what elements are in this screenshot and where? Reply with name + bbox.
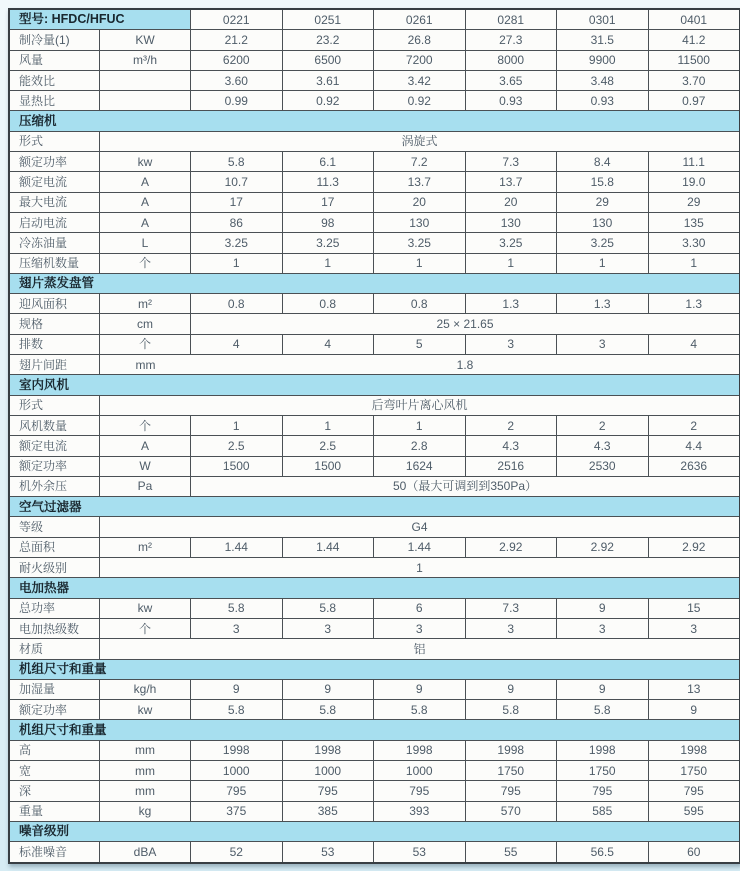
value-cell: 1750 — [557, 761, 649, 780]
value-cell: 3 — [191, 619, 283, 638]
value-cell: 1.3 — [466, 294, 558, 313]
value-cell: 2.92 — [649, 538, 740, 557]
row-label-cell: 深 — [10, 781, 100, 800]
row-label-cell: 形式 — [10, 396, 100, 415]
span-value-cell: 涡旋式 — [100, 132, 739, 151]
unit-cell: Pa — [100, 477, 191, 496]
unit-cell: 个 — [100, 254, 191, 273]
value-cell: 6500 — [283, 51, 375, 70]
value-cell: 1 — [466, 254, 558, 273]
value-cell: 8.4 — [557, 152, 649, 171]
value-cell: 0.93 — [557, 91, 649, 110]
span-value-cell: 铝 — [100, 639, 739, 658]
table-row — [10, 233, 739, 253]
row-label-cell: 材质 — [10, 639, 100, 658]
unit-cell: 个 — [100, 619, 191, 638]
row-label-cell: 排数 — [10, 335, 100, 354]
section-header-row — [10, 720, 739, 740]
value-cell: 53 — [374, 842, 466, 862]
unit-cell: mm — [100, 741, 191, 760]
row-label-cell: 风机数量 — [10, 416, 100, 435]
unit-cell: dBA — [100, 842, 191, 862]
value-cell: 385 — [283, 802, 375, 821]
value-cell: 1000 — [374, 761, 466, 780]
value-cell: 20 — [466, 193, 558, 212]
value-cell: 9 — [557, 599, 649, 618]
table-row — [10, 700, 739, 720]
unit-cell: mm — [100, 781, 191, 800]
value-cell: 1.44 — [283, 538, 375, 557]
row-label-cell: 机外余压 — [10, 477, 100, 496]
value-cell: 1 — [649, 254, 740, 273]
value-cell: 98 — [283, 213, 375, 232]
value-cell: 4.4 — [649, 436, 740, 455]
value-cell: 3.65 — [466, 71, 558, 90]
row-label-cell: 压缩机数量 — [10, 254, 100, 273]
value-cell: 26.8 — [374, 30, 466, 49]
row-label-cell: 高 — [10, 741, 100, 760]
value-cell: 4.3 — [466, 436, 558, 455]
value-cell: 375 — [191, 802, 283, 821]
value-cell: 135 — [649, 213, 740, 232]
model-row-title: 型号: HFDC/HFUC — [10, 10, 191, 29]
value-cell: 585 — [557, 802, 649, 821]
value-cell: 15.8 — [557, 172, 649, 191]
value-cell: 1500 — [191, 457, 283, 476]
unit-cell: KW — [100, 30, 191, 49]
value-cell: 130 — [466, 213, 558, 232]
table-row — [10, 477, 739, 497]
unit-cell: L — [100, 233, 191, 252]
value-cell: 29 — [649, 193, 740, 212]
value-cell: 19.0 — [649, 172, 740, 191]
value-cell: 1 — [557, 254, 649, 273]
section-header-row — [10, 660, 739, 680]
table-row — [10, 842, 739, 862]
value-cell: 1998 — [283, 741, 375, 760]
table-row — [10, 314, 739, 334]
spec-table — [8, 8, 740, 864]
value-cell: 5 — [374, 335, 466, 354]
section-header-label: 噪音级别 — [10, 822, 739, 841]
unit-cell: kw — [100, 700, 191, 719]
value-cell: 7.3 — [466, 599, 558, 618]
unit-cell: 个 — [100, 416, 191, 435]
value-cell: 41.2 — [649, 30, 740, 49]
table-row — [10, 294, 739, 314]
model-number-cell: 0281 — [466, 10, 558, 29]
value-cell: 795 — [466, 781, 558, 800]
value-cell: 1000 — [283, 761, 375, 780]
table-row — [10, 172, 739, 192]
value-cell: 795 — [283, 781, 375, 800]
unit-cell: A — [100, 213, 191, 232]
row-label-cell: 耐火级别 — [10, 558, 100, 577]
value-cell: 20 — [374, 193, 466, 212]
value-cell: 3.60 — [191, 71, 283, 90]
value-cell: 9 — [466, 680, 558, 699]
value-cell: 1.44 — [191, 538, 283, 557]
value-cell: 0.92 — [374, 91, 466, 110]
unit-cell: m² — [100, 538, 191, 557]
row-label-cell: 额定电流 — [10, 172, 100, 191]
value-cell: 1 — [374, 416, 466, 435]
table-row — [10, 639, 739, 659]
value-cell: 52 — [191, 842, 283, 862]
row-label-cell: 最大电流 — [10, 193, 100, 212]
value-cell: 3 — [557, 335, 649, 354]
value-cell: 3.25 — [466, 233, 558, 252]
row-label-cell: 显热比 — [10, 91, 100, 110]
section-header-row — [10, 578, 739, 598]
value-cell: 3.30 — [649, 233, 740, 252]
value-cell: 0.93 — [466, 91, 558, 110]
section-header-row — [10, 822, 739, 842]
table-row — [10, 416, 739, 436]
value-cell: 795 — [649, 781, 740, 800]
unit-cell: kg/h — [100, 680, 191, 699]
row-label-cell: 迎风面积 — [10, 294, 100, 313]
value-cell: 1.3 — [649, 294, 740, 313]
value-cell: 1 — [191, 254, 283, 273]
value-cell: 60 — [649, 842, 740, 862]
section-header-row — [10, 274, 739, 294]
model-header-row — [10, 10, 739, 30]
row-label-cell: 电加热级数 — [10, 619, 100, 638]
value-cell: 2.5 — [283, 436, 375, 455]
value-cell: 130 — [374, 213, 466, 232]
value-cell: 21.2 — [191, 30, 283, 49]
unit-cell: mm — [100, 355, 191, 374]
value-cell: 3 — [466, 619, 558, 638]
value-cell: 3.25 — [283, 233, 375, 252]
unit-cell: cm — [100, 314, 191, 333]
table-row — [10, 335, 739, 355]
unit-cell — [100, 91, 191, 110]
section-header-row — [10, 111, 739, 131]
value-cell: 9 — [283, 680, 375, 699]
value-cell: 1998 — [557, 741, 649, 760]
row-label-cell: 额定功率 — [10, 457, 100, 476]
value-cell: 13 — [649, 680, 740, 699]
value-cell: 795 — [191, 781, 283, 800]
value-cell: 1624 — [374, 457, 466, 476]
value-cell: 4 — [649, 335, 740, 354]
table-row — [10, 517, 739, 537]
row-label-cell: 冷冻油量 — [10, 233, 100, 252]
model-number-cell: 0251 — [283, 10, 375, 29]
span-value-cell: 后弯叶片离心风机 — [100, 396, 739, 415]
value-cell: 1 — [374, 254, 466, 273]
model-number-cell: 0261 — [374, 10, 466, 29]
value-cell: 10.7 — [191, 172, 283, 191]
value-cell: 3.25 — [557, 233, 649, 252]
value-cell: 3 — [374, 619, 466, 638]
value-cell: 2516 — [466, 457, 558, 476]
unit-cell: A — [100, 193, 191, 212]
value-cell: 1750 — [466, 761, 558, 780]
value-cell: 1 — [283, 254, 375, 273]
table-row — [10, 802, 739, 822]
value-cell: 13.7 — [374, 172, 466, 191]
value-cell: 7200 — [374, 51, 466, 70]
span-value-cell: 1.8 — [191, 355, 739, 374]
value-cell: 56.5 — [557, 842, 649, 862]
value-cell: 1.3 — [557, 294, 649, 313]
value-cell: 2.92 — [466, 538, 558, 557]
value-cell: 4.3 — [557, 436, 649, 455]
row-label-cell: 加湿量 — [10, 680, 100, 699]
unit-cell: kg — [100, 802, 191, 821]
model-number-cell: 0221 — [191, 10, 283, 29]
value-cell: 6 — [374, 599, 466, 618]
row-label-cell: 额定功率 — [10, 152, 100, 171]
value-cell: 13.7 — [466, 172, 558, 191]
value-cell: 5.8 — [191, 152, 283, 171]
value-cell: 2 — [466, 416, 558, 435]
unit-cell: A — [100, 172, 191, 191]
value-cell: 9900 — [557, 51, 649, 70]
value-cell: 5.8 — [191, 700, 283, 719]
span-value-cell: G4 — [100, 517, 739, 536]
value-cell: 9 — [557, 680, 649, 699]
value-cell: 3.42 — [374, 71, 466, 90]
table-row — [10, 619, 739, 639]
value-cell: 795 — [557, 781, 649, 800]
value-cell: 3.25 — [374, 233, 466, 252]
value-cell: 17 — [283, 193, 375, 212]
row-label-cell: 总功率 — [10, 599, 100, 618]
value-cell: 11.1 — [649, 152, 740, 171]
table-row — [10, 51, 739, 71]
value-cell: 0.97 — [649, 91, 740, 110]
value-cell: 393 — [374, 802, 466, 821]
value-cell: 5.8 — [557, 700, 649, 719]
span-value-cell: 25 × 21.65 — [191, 314, 739, 333]
unit-cell: 个 — [100, 335, 191, 354]
value-cell: 3.48 — [557, 71, 649, 90]
value-cell: 27.3 — [466, 30, 558, 49]
value-cell: 2636 — [649, 457, 740, 476]
table-row — [10, 355, 739, 375]
table-row — [10, 680, 739, 700]
table-row — [10, 538, 739, 558]
table-row — [10, 193, 739, 213]
value-cell: 1500 — [283, 457, 375, 476]
value-cell: 2530 — [557, 457, 649, 476]
row-label-cell: 能效比 — [10, 71, 100, 90]
value-cell: 5.8 — [283, 599, 375, 618]
value-cell: 3.25 — [191, 233, 283, 252]
value-cell: 0.8 — [374, 294, 466, 313]
row-label-cell: 标准噪音 — [10, 842, 100, 862]
value-cell: 86 — [191, 213, 283, 232]
value-cell: 2 — [649, 416, 740, 435]
section-header-row — [10, 497, 739, 517]
value-cell: 3 — [557, 619, 649, 638]
value-cell: 5.8 — [283, 700, 375, 719]
unit-cell: mm — [100, 761, 191, 780]
row-label-cell: 等级 — [10, 517, 100, 536]
row-label-cell: 额定功率 — [10, 700, 100, 719]
table-row — [10, 254, 739, 274]
value-cell: 9 — [649, 700, 740, 719]
section-header-label: 室内风机 — [10, 375, 739, 394]
row-label-cell: 形式 — [10, 132, 100, 151]
table-row — [10, 30, 739, 50]
value-cell: 9 — [374, 680, 466, 699]
value-cell: 3 — [649, 619, 740, 638]
value-cell: 1998 — [466, 741, 558, 760]
row-label-cell: 制冷量(1) — [10, 30, 100, 49]
row-label-cell: 启动电流 — [10, 213, 100, 232]
model-number-cell: 0401 — [649, 10, 740, 29]
section-header-label: 空气过滤器 — [10, 497, 739, 516]
value-cell: 0.99 — [191, 91, 283, 110]
value-cell: 55 — [466, 842, 558, 862]
unit-cell: m³/h — [100, 51, 191, 70]
value-cell: 7.2 — [374, 152, 466, 171]
row-label-cell: 风量 — [10, 51, 100, 70]
unit-cell: W — [100, 457, 191, 476]
value-cell: 0.92 — [283, 91, 375, 110]
section-header-label: 机组尺寸和重量 — [10, 720, 739, 739]
value-cell: 1000 — [191, 761, 283, 780]
row-label-cell: 总面积 — [10, 538, 100, 557]
value-cell: 6.1 — [283, 152, 375, 171]
value-cell: 1750 — [649, 761, 740, 780]
table-row — [10, 71, 739, 91]
table-row — [10, 741, 739, 761]
value-cell: 3 — [283, 619, 375, 638]
value-cell: 9 — [191, 680, 283, 699]
value-cell: 15 — [649, 599, 740, 618]
table-row — [10, 761, 739, 781]
value-cell: 11500 — [649, 51, 740, 70]
table-row — [10, 152, 739, 172]
value-cell: 7.3 — [466, 152, 558, 171]
table-row — [10, 213, 739, 233]
value-cell: 8000 — [466, 51, 558, 70]
table-row — [10, 781, 739, 801]
value-cell: 5.8 — [374, 700, 466, 719]
unit-cell: A — [100, 436, 191, 455]
value-cell: 4 — [191, 335, 283, 354]
value-cell: 2.92 — [557, 538, 649, 557]
table-row — [10, 599, 739, 619]
unit-cell: kw — [100, 599, 191, 618]
row-label-cell: 翅片间距 — [10, 355, 100, 374]
value-cell: 1998 — [191, 741, 283, 760]
value-cell: 2.8 — [374, 436, 466, 455]
model-number-cell: 0301 — [557, 10, 649, 29]
value-cell: 0.8 — [191, 294, 283, 313]
value-cell: 4 — [283, 335, 375, 354]
value-cell: 1998 — [374, 741, 466, 760]
value-cell: 17 — [191, 193, 283, 212]
row-label-cell: 重量 — [10, 802, 100, 821]
unit-cell: m² — [100, 294, 191, 313]
value-cell: 5.8 — [466, 700, 558, 719]
value-cell: 3.70 — [649, 71, 740, 90]
value-cell: 130 — [557, 213, 649, 232]
value-cell: 6200 — [191, 51, 283, 70]
section-header-label: 翅片蒸发盘管 — [10, 274, 739, 293]
value-cell: 11.3 — [283, 172, 375, 191]
value-cell: 23.2 — [283, 30, 375, 49]
span-value-cell: 50（最大可调到到350Pa） — [191, 477, 739, 496]
value-cell: 2.5 — [191, 436, 283, 455]
unit-cell: kw — [100, 152, 191, 171]
value-cell: 53 — [283, 842, 375, 862]
value-cell: 1.44 — [374, 538, 466, 557]
section-header-label: 电加热器 — [10, 578, 739, 597]
value-cell: 595 — [649, 802, 740, 821]
value-cell: 3.61 — [283, 71, 375, 90]
table-row — [10, 436, 739, 456]
table-row — [10, 457, 739, 477]
value-cell: 1 — [283, 416, 375, 435]
value-cell: 1 — [191, 416, 283, 435]
section-header-label: 压缩机 — [10, 111, 739, 130]
table-row — [10, 132, 739, 152]
value-cell: 795 — [374, 781, 466, 800]
table-row — [10, 396, 739, 416]
row-label-cell: 规格 — [10, 314, 100, 333]
span-value-cell: 1 — [100, 558, 739, 577]
value-cell: 0.8 — [283, 294, 375, 313]
section-header-label: 机组尺寸和重量 — [10, 660, 739, 679]
value-cell: 2 — [557, 416, 649, 435]
value-cell: 31.5 — [557, 30, 649, 49]
value-cell: 3 — [466, 335, 558, 354]
value-cell: 1998 — [649, 741, 740, 760]
value-cell: 29 — [557, 193, 649, 212]
value-cell: 570 — [466, 802, 558, 821]
section-header-row — [10, 375, 739, 395]
unit-cell — [100, 71, 191, 90]
value-cell: 5.8 — [191, 599, 283, 618]
row-label-cell: 额定电流 — [10, 436, 100, 455]
row-label-cell: 宽 — [10, 761, 100, 780]
table-row — [10, 558, 739, 578]
table-row — [10, 91, 739, 111]
